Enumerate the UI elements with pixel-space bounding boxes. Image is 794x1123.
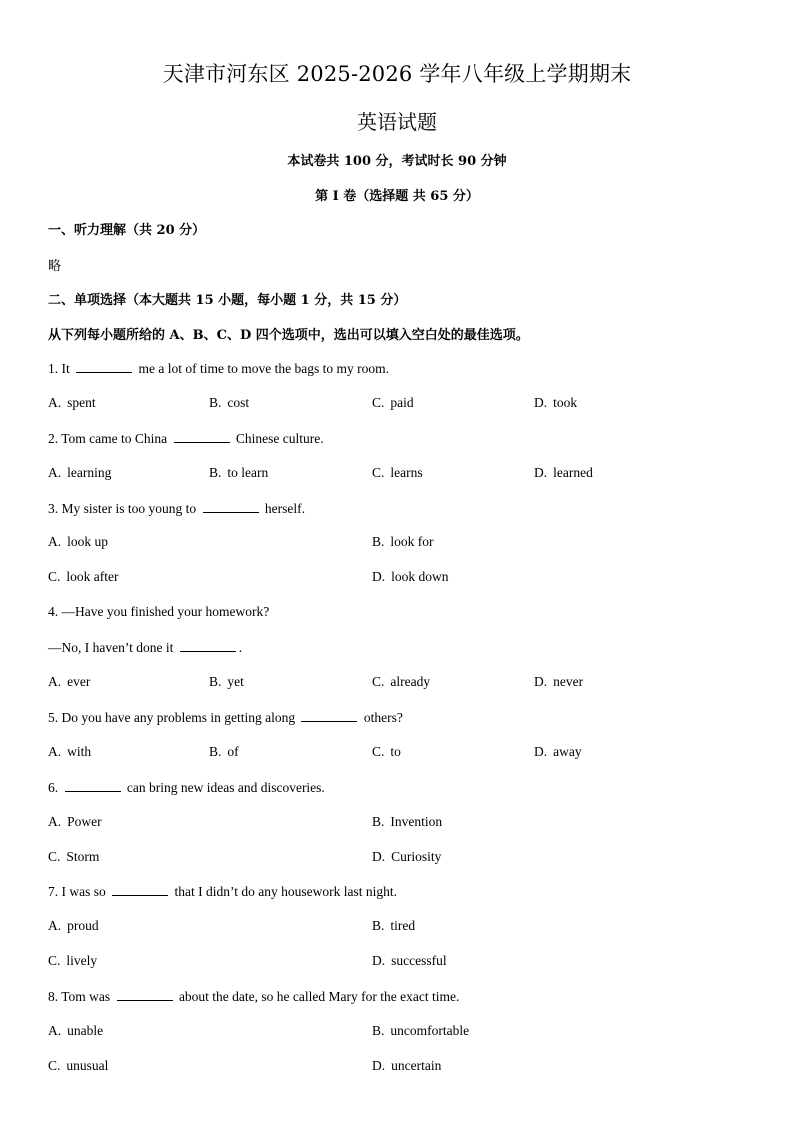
- exam-info: 本试卷共 100 分，考试时长 90 分钟: [287, 154, 507, 169]
- option-c: C. Storm: [48, 849, 100, 864]
- option-b: B. cost: [209, 395, 250, 410]
- question-text: —No, I haven’t done it: [48, 640, 174, 655]
- question-text: herself.: [264, 501, 305, 516]
- option-a: A. spent: [48, 395, 96, 410]
- option-a: A. Power: [48, 814, 102, 829]
- section2-instruction: 从下列每小题所给的 A、B、C、D 四个选项中，选出可以填入空白处的最佳选项。: [48, 328, 529, 343]
- question-7: [48, 883, 397, 900]
- part-heading: 第 I 卷（选择题 共 65 分）: [315, 189, 479, 204]
- section1-content: 略: [48, 259, 62, 274]
- option-b: B. uncomfortable: [372, 1023, 470, 1038]
- document-title: 天津市河东区 2025-2026 学年八年级上学期期末: [162, 62, 632, 86]
- option-d: D. look down: [372, 569, 449, 584]
- option-c: C. lively: [48, 953, 98, 968]
- option-b: B. of: [209, 744, 239, 759]
- section1-heading: 一、听力理解（共 20 分）: [48, 223, 206, 238]
- section2-heading: 二、单项选择（本大题共 15 小题，每小题 1 分，共 15 分）: [48, 293, 407, 308]
- question-2: [48, 430, 324, 447]
- option-c: C. paid: [372, 395, 414, 410]
- option-b: B. tired: [372, 918, 416, 933]
- question-text: 1. It: [48, 361, 70, 376]
- question-text: can bring new ideas and discoveries.: [126, 780, 325, 795]
- question-5: [48, 709, 403, 726]
- question-text: about the date, so he called Mary for the exact time.: [178, 989, 460, 1004]
- question-text: 2. Tom came to China: [48, 431, 168, 446]
- option-b: B. look for: [372, 534, 434, 549]
- option-d: D. never: [534, 674, 584, 689]
- answer-blank: [174, 430, 230, 443]
- option-a: A. learning: [48, 465, 112, 480]
- option-a: A. with: [48, 744, 92, 759]
- option-d: D. uncertain: [372, 1058, 442, 1073]
- question-1: [48, 360, 389, 377]
- option-c: C. unusual: [48, 1058, 109, 1073]
- option-d: D. Curiosity: [372, 849, 442, 864]
- answer-blank: [203, 500, 259, 513]
- question-text: 3. My sister is too young to: [48, 501, 197, 516]
- option-c: C. to: [372, 744, 401, 759]
- option-d: D. learned: [534, 465, 593, 480]
- question-text: that I didn’t do any housework last night.: [174, 884, 397, 899]
- option-d: D. took: [534, 395, 578, 410]
- answer-blank: [76, 360, 132, 373]
- option-b: B. yet: [209, 674, 244, 689]
- question-text: 5. Do you have any problems in getting along: [48, 710, 296, 725]
- option-c: C. learns: [372, 465, 423, 480]
- option-b: B. Invention: [372, 814, 443, 829]
- option-c: C. already: [372, 674, 431, 689]
- question-text: 7. I was so: [48, 884, 106, 899]
- option-a: A. look up: [48, 534, 109, 549]
- question-8: [48, 988, 459, 1005]
- option-b: B. to learn: [209, 465, 269, 480]
- answer-blank: [65, 779, 121, 792]
- option-d: D. away: [534, 744, 582, 759]
- option-c: C. look after: [48, 569, 119, 584]
- answer-blank: [112, 883, 168, 896]
- question-3: [48, 500, 305, 517]
- question-text: me a lot of time to move the bags to my room.: [138, 361, 389, 376]
- document-subtitle: 英语试题: [357, 110, 437, 134]
- question-4-line1: 4. —Have you finished your homework?: [48, 604, 270, 619]
- question-text: others?: [363, 710, 403, 725]
- question-text: .: [238, 640, 243, 655]
- question-text: Chinese culture.: [235, 431, 324, 446]
- question-4: [48, 639, 242, 656]
- answer-blank: [117, 988, 173, 1001]
- question-6: [48, 779, 325, 796]
- question-text: 8. Tom was: [48, 989, 111, 1004]
- option-a: A. proud: [48, 918, 99, 933]
- question-text: 6.: [48, 780, 59, 795]
- answer-blank: [301, 709, 357, 722]
- option-a: A. unable: [48, 1023, 104, 1038]
- option-d: D. successful: [372, 953, 447, 968]
- option-a: A. ever: [48, 674, 91, 689]
- answer-blank: [180, 639, 236, 652]
